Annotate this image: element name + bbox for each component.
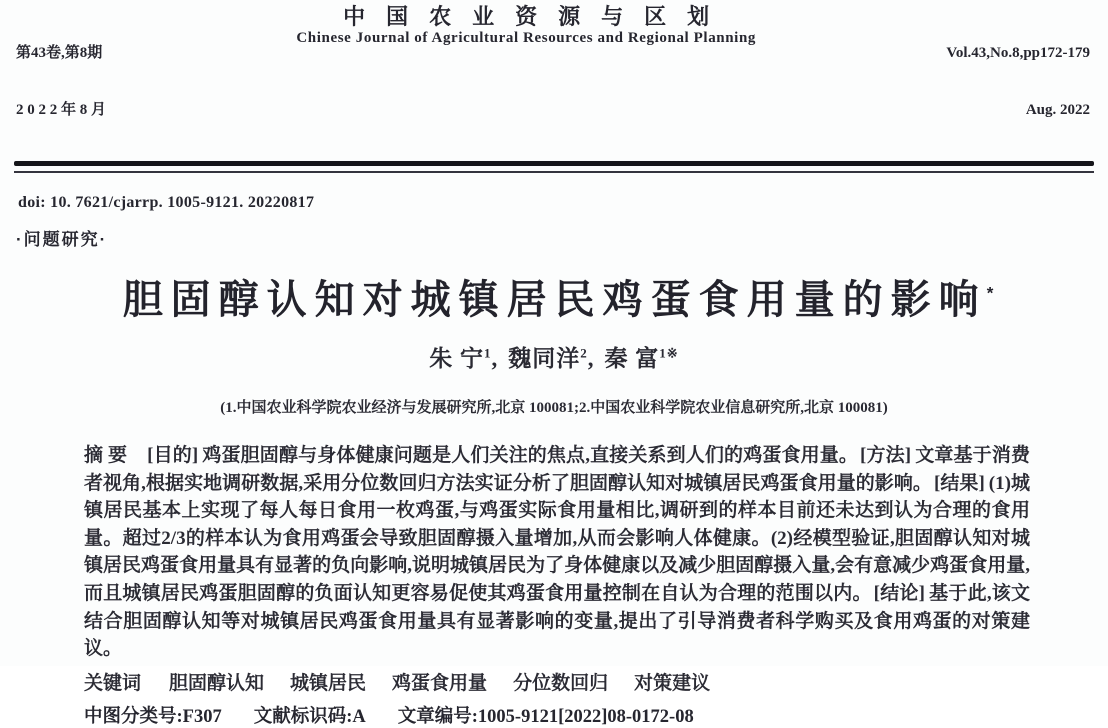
author-2	[508, 346, 588, 371]
article-title-text: 胆固醇认知对城镇居民鸡蛋食用量的影响	[122, 278, 987, 322]
article-title	[20, 268, 1088, 325]
keyword-1: 胆固醇认知	[169, 672, 265, 694]
keywords-label: 关键词	[84, 672, 142, 694]
masthead-volume-block	[16, 6, 106, 158]
header-rule-thick	[14, 161, 1094, 166]
keyword-2: 城镇居民	[290, 672, 367, 694]
abstract-segment-purpose	[145, 445, 858, 466]
article-id: 文章编号:1005-9121[2022]08-0172-08	[397, 706, 694, 727]
keyword-5: 对策建议	[634, 672, 711, 694]
abstract-marker-conclusion: [结论]	[873, 582, 925, 604]
masthead-journal-name	[106, 6, 946, 47]
author-1	[429, 346, 491, 371]
abstract-text-purpose: 鸡蛋胆固醇与身体健康问题是人们关注的焦点,直接关系到人们的鸡蛋食用量。	[202, 445, 859, 466]
author-separator: ,	[491, 346, 499, 371]
author-3-name: 秦 富	[604, 346, 660, 371]
doi-line: doi: 10. 7621/cjarrp. 1005-9121. 20220817	[18, 194, 315, 211]
author-2-affil-mark: 2	[580, 345, 588, 361]
author-2-name: 魏同洋	[508, 346, 581, 371]
volume-issue-en: Vol.43,No.8,pp172-179	[946, 45, 1090, 61]
journal-name-en: Chinese Journal of Agricultural Resources and Regional Planning	[296, 30, 756, 46]
journal-name-cn: 中国农业资源与区划	[343, 4, 731, 29]
volume-issue-cn: 第43卷,第8期	[16, 45, 103, 61]
masthead-issue-block	[946, 6, 1090, 158]
clc-number: 中图分类号:F307	[84, 706, 222, 727]
affiliation-line: (1.中国农业科学院农业经济与发展研究所,北京 100081;2.中国农业科学院农业信息研究所,北京 100081)	[220, 400, 888, 416]
author-1-name: 朱 宁	[429, 346, 485, 371]
abstract-marker-method: [方法]	[860, 445, 912, 466]
date-cn: 2 0 2 2 年 8 月	[16, 102, 107, 118]
abstract-marker-purpose: [目的]	[147, 445, 199, 466]
document-code: 文献标识码:A	[253, 706, 366, 727]
author-3-affil-mark: 1※	[659, 345, 679, 361]
author-3	[605, 346, 679, 371]
header-rule-thin	[14, 171, 1094, 173]
journal-masthead	[0, 0, 1108, 158]
abstract-text-conclusion: 基于此,该文结合胆固醇认知等对城镇居民鸡蛋食用量具有显著影响的变量,提出了引导消费者科学购买及食用鸡蛋的对策建议。	[84, 582, 1030, 660]
classification-line	[84, 702, 1030, 728]
keywords-line	[84, 668, 1030, 695]
author-separator: ,	[587, 346, 595, 371]
abstract-paragraph	[84, 442, 1030, 663]
abstract-label: 摘 要	[84, 445, 128, 466]
abstract-marker-result: [结果]	[933, 472, 985, 494]
abstract-text-method: 文章基于消费者视角,根据实地调研数据,采用分位数回归方法实证分析了胆固醇认知对城镇居民鸡蛋食用量的影响。	[84, 445, 1030, 494]
date-en: Aug. 2022	[1025, 102, 1090, 118]
authors-line	[0, 340, 1108, 373]
abstract-text-result: (1)城镇居民基本上实现了每人每日食用一枚鸡蛋,与鸡蛋实际食用量相比,调研到的样本目前还未达到认为合理的食用量。超过2/3的样本认为食用鸡蛋会导致胆固醇摄入量增加,从而会影响人体健康。(2)经模型验证,胆固醇认知对城镇居民鸡蛋食用量具有显著的负向影响,说明城镇居民为了身体健康以及减少胆固醇摄入量,会有意减少鸡蛋食用量,而且城镇居民鸡蛋胆固醇的负面认知更容易促使其鸡蛋食用量控制在自认为合理的范围以内。	[84, 472, 1031, 604]
keyword-3: 鸡蛋食用量	[392, 672, 488, 694]
keyword-4: 分位数回归	[513, 672, 609, 694]
title-footnote-mark: *	[986, 283, 994, 303]
author-1-affil-mark: 1	[484, 345, 492, 361]
column-label: ·问题研究·	[16, 230, 108, 249]
